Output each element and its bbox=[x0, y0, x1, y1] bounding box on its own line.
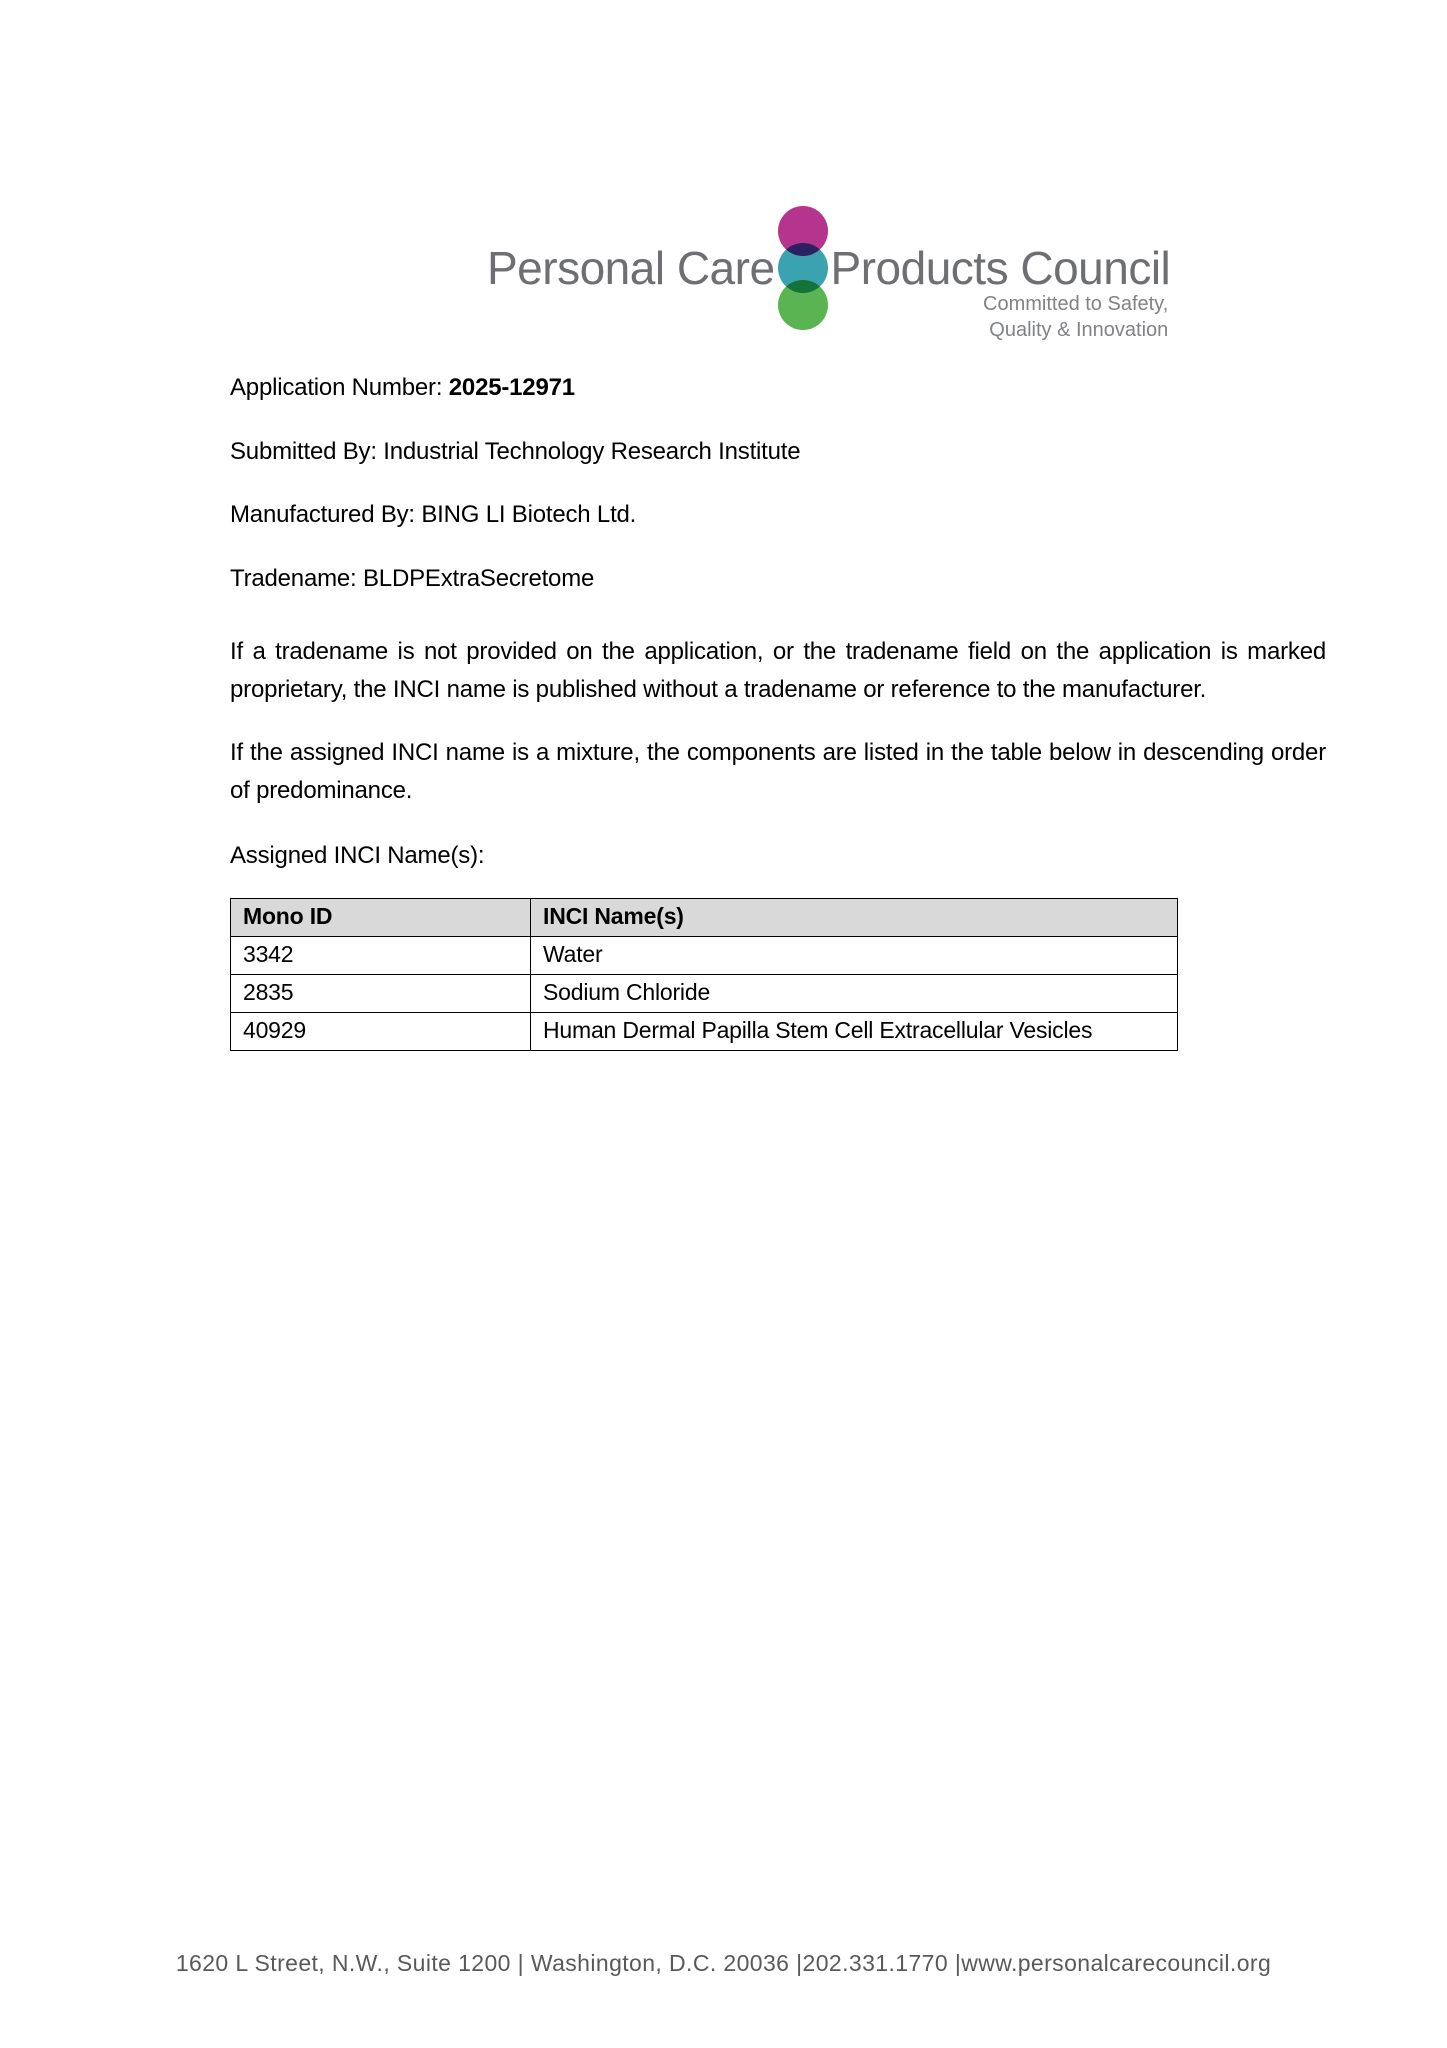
mono-id-cell: 3342 bbox=[231, 937, 531, 975]
manufactured-by-value: BING LI Biotech Ltd. bbox=[421, 501, 637, 528]
logo-tagline bbox=[983, 291, 1168, 343]
inci-name-cell: Water bbox=[531, 937, 1178, 975]
footer-address: 1620 L Street, N.W., Suite 1200 | Washington, D.C. 20036 |202.331.1770 |www.personalcarecouncil.org bbox=[175, 1950, 1272, 1976]
application-number-field bbox=[230, 374, 575, 402]
assigned-inci-label: Assigned INCI Name(s): bbox=[230, 842, 485, 869]
tradename-value: BLDPExtraSecretome bbox=[362, 565, 595, 592]
table-row bbox=[231, 937, 1178, 975]
tradename-field bbox=[230, 565, 594, 593]
tradename-policy-paragraph: If a tradename is not provided on the application, or the tradename field on the application is marked proprietary, the INCI name is published without a tradename or reference to the manufacturer. bbox=[230, 638, 1326, 703]
table-header-row bbox=[231, 899, 1178, 937]
submitted-by-field bbox=[230, 438, 800, 466]
table-header-mono-id: Mono ID bbox=[231, 899, 531, 937]
inci-name-cell: Human Dermal Papilla Stem Cell Extracellular Vesicles bbox=[531, 1013, 1178, 1051]
logo-circles-icon bbox=[777, 206, 829, 330]
submitted-by-label: Submitted By: bbox=[230, 438, 377, 465]
logo-right-block bbox=[830, 241, 1171, 341]
inci-table bbox=[230, 898, 1178, 1051]
table-header-inci-names: INCI Name(s) bbox=[531, 899, 1178, 937]
mixture-note-paragraph: If the assigned INCI name is a mixture, the components are listed in the table below in descending order of predominance. bbox=[230, 739, 1326, 804]
logo-circle-green-icon bbox=[778, 280, 828, 330]
application-number-value: 2025-12971 bbox=[448, 374, 575, 401]
table-row bbox=[231, 1013, 1178, 1051]
pcpc-logo bbox=[487, 206, 1171, 341]
tradename-label: Tradename: bbox=[230, 565, 357, 592]
submitted-by-value: Industrial Technology Research Institute bbox=[383, 438, 801, 465]
manufactured-by-field bbox=[230, 501, 636, 529]
manufactured-by-label: Manufactured By: bbox=[230, 501, 415, 528]
logo-text-right: Products Council bbox=[830, 242, 1171, 294]
inci-name-cell: Sodium Chloride bbox=[531, 975, 1178, 1013]
mono-id-cell: 40929 bbox=[231, 1013, 531, 1051]
table-row bbox=[231, 975, 1178, 1013]
application-number-label: Application Number: bbox=[230, 374, 443, 401]
logo-tagline-line2: Quality & Innovation bbox=[989, 319, 1169, 341]
logo-text-left: Personal Care bbox=[487, 242, 775, 294]
mono-id-cell: 2835 bbox=[231, 975, 531, 1013]
logo-tagline-line1: Committed to Safety, bbox=[983, 293, 1169, 315]
